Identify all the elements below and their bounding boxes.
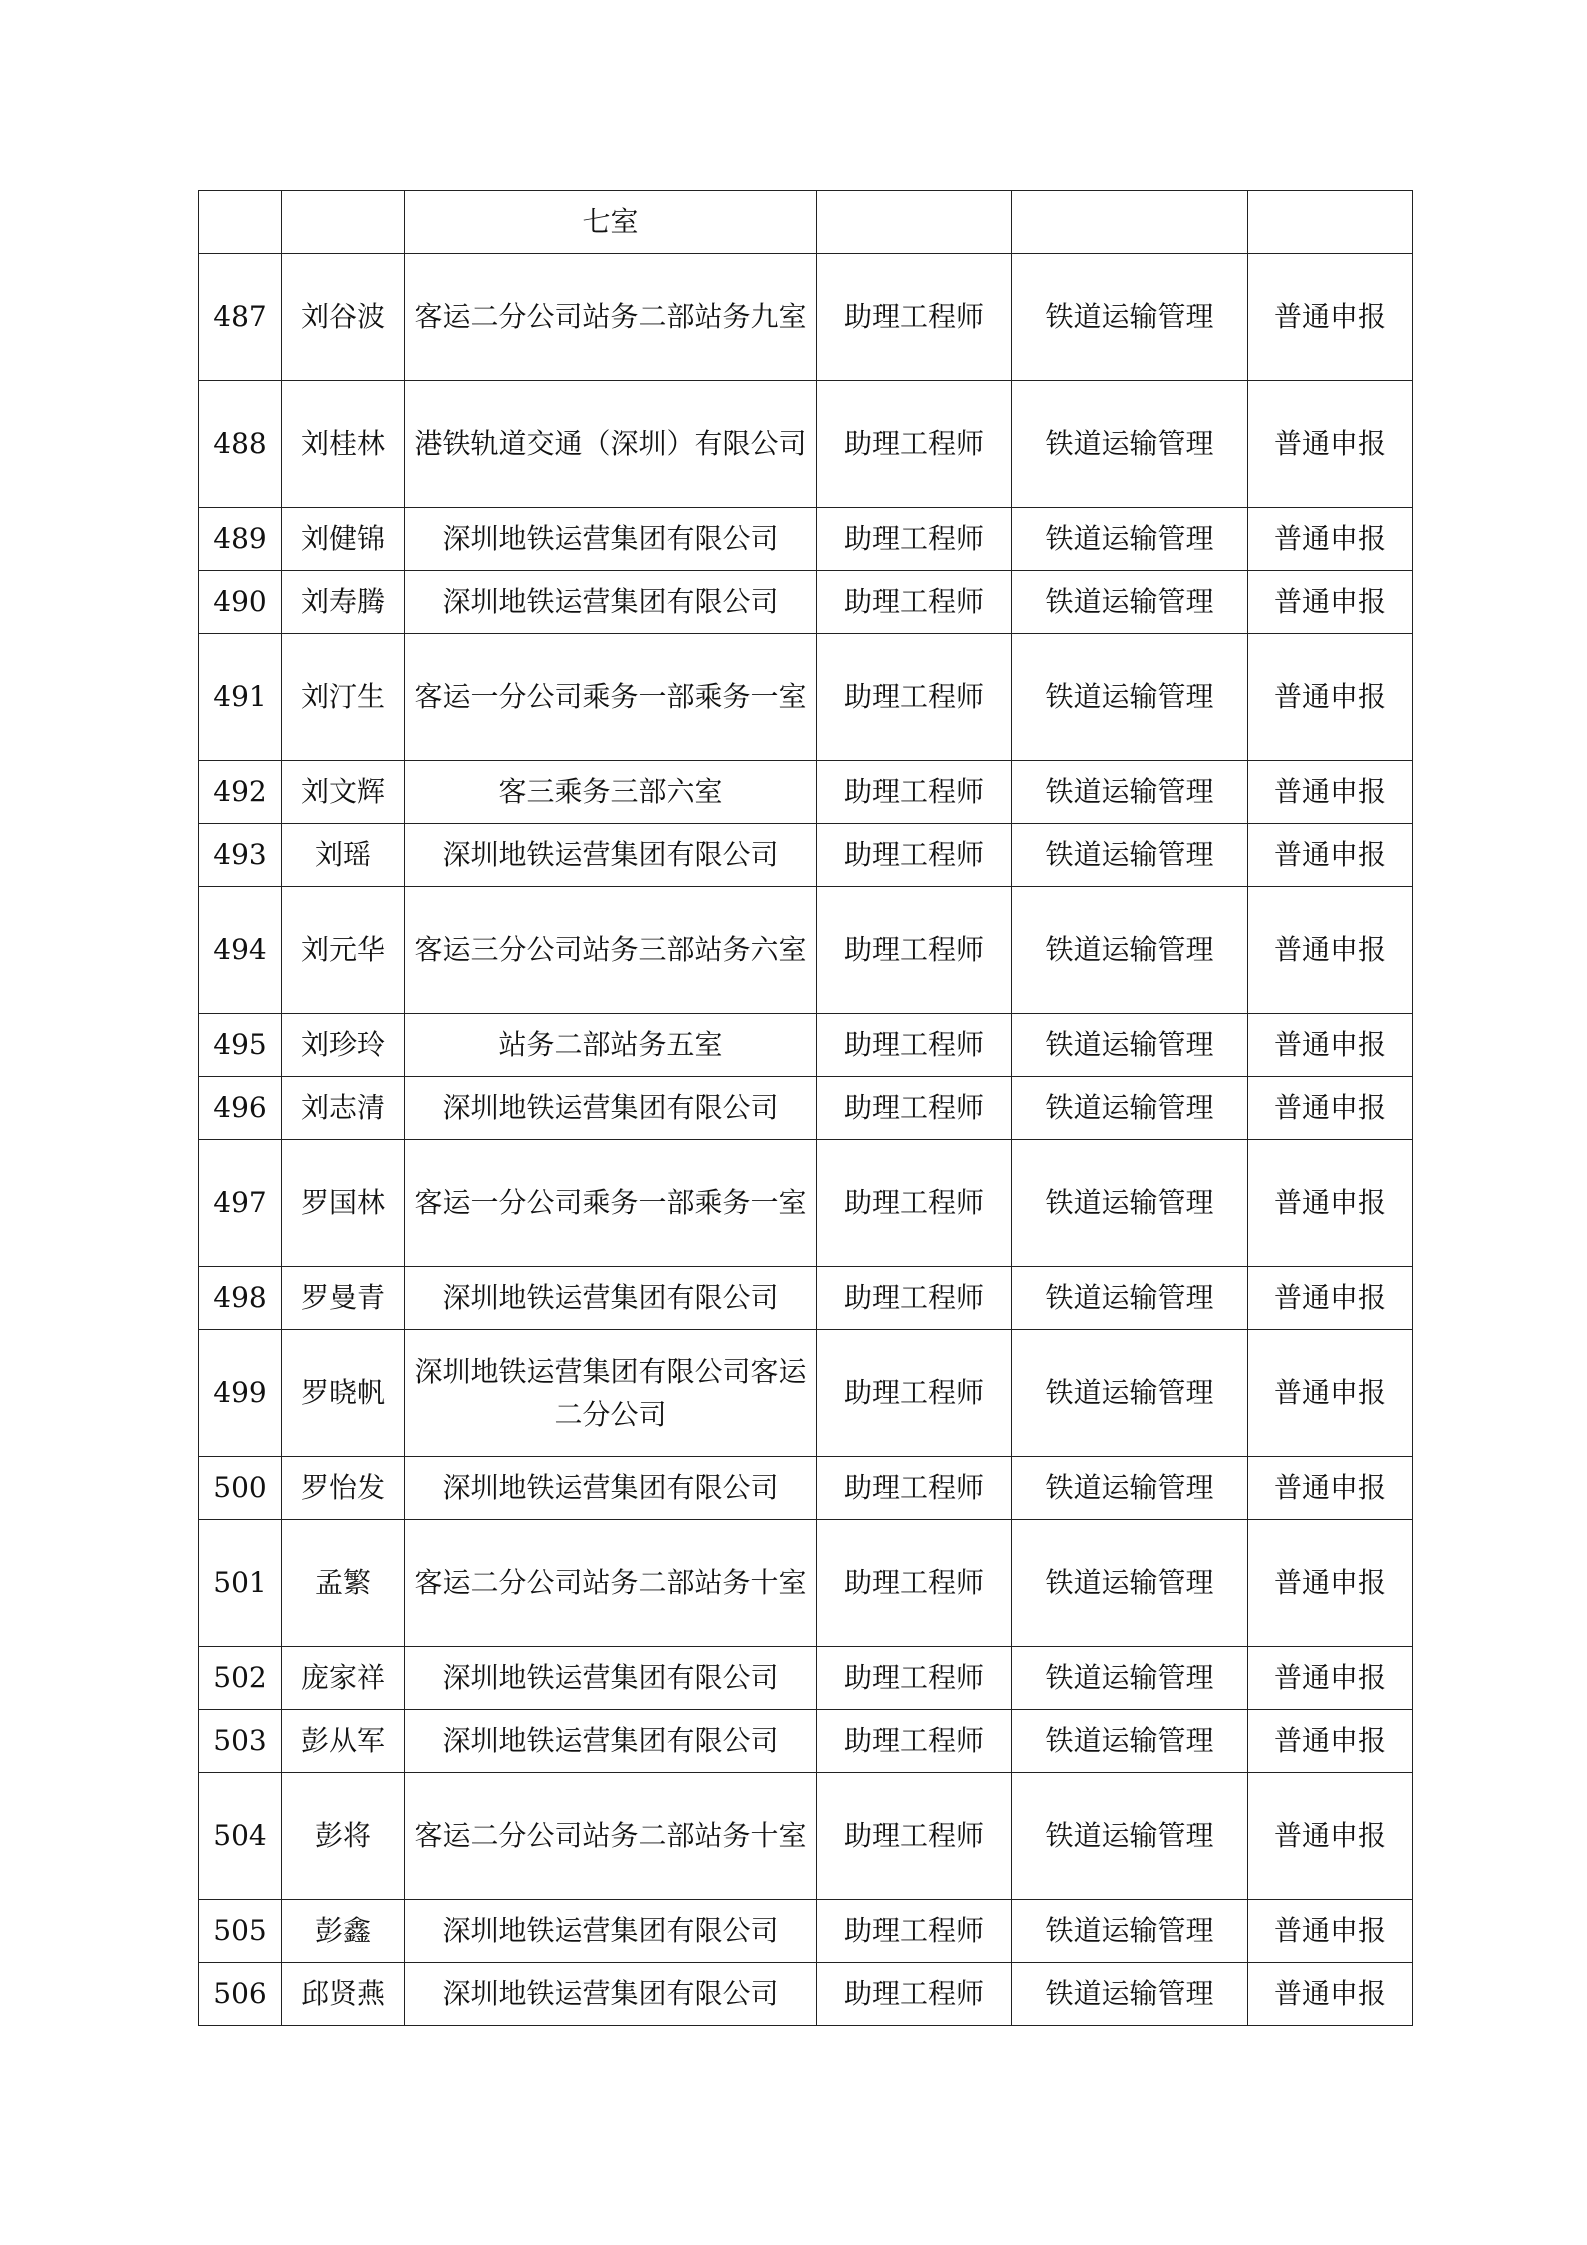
cell-title: 助理工程师 — [817, 1267, 1012, 1330]
cell-name: 罗曼青 — [282, 1267, 405, 1330]
table-row — [199, 1077, 1413, 1140]
cell-number: 504 — [199, 1773, 282, 1900]
cell-title: 助理工程师 — [817, 1773, 1012, 1900]
cell-major: 铁道运输管理 — [1012, 1647, 1248, 1710]
cell-title: 助理工程师 — [817, 1647, 1012, 1710]
cell-name: 邱贤燕 — [282, 1963, 405, 2026]
cell-unit: 深圳地铁运营集团有限公司 — [405, 1963, 817, 2026]
cell-unit: 客运三分公司站务三部站务六室 — [405, 887, 817, 1014]
cell-major: 铁道运输管理 — [1012, 1330, 1248, 1457]
cell-unit: 深圳地铁运营集团有限公司 — [405, 571, 817, 634]
cell-major: 铁道运输管理 — [1012, 254, 1248, 381]
cell-title: 助理工程师 — [817, 381, 1012, 508]
cell-unit: 客运二分公司站务二部站务九室 — [405, 254, 817, 381]
cell-title: 助理工程师 — [817, 1077, 1012, 1140]
cell-unit: 深圳地铁运营集团有限公司 — [405, 508, 817, 571]
cell-major: 铁道运输管理 — [1012, 1963, 1248, 2026]
table-row — [199, 508, 1413, 571]
cell-title: 助理工程师 — [817, 1963, 1012, 2026]
cell-type: 普通申报 — [1248, 1330, 1413, 1457]
cell-major: 铁道运输管理 — [1012, 634, 1248, 761]
cell-title: 助理工程师 — [817, 761, 1012, 824]
cell-unit: 七室 — [405, 191, 817, 254]
table-row — [199, 254, 1413, 381]
table-row — [199, 824, 1413, 887]
table-row — [199, 1520, 1413, 1647]
table-row — [199, 1900, 1413, 1963]
cell-title: 助理工程师 — [817, 1014, 1012, 1077]
cell-name: 刘瑶 — [282, 824, 405, 887]
cell-type: 普通申报 — [1248, 1520, 1413, 1647]
cell-number: 501 — [199, 1520, 282, 1647]
table-row — [199, 1710, 1413, 1773]
cell-major: 铁道运输管理 — [1012, 1140, 1248, 1267]
cell-title: 助理工程师 — [817, 1520, 1012, 1647]
cell-title: 助理工程师 — [817, 824, 1012, 887]
cell-unit: 客运一分公司乘务一部乘务一室 — [405, 1140, 817, 1267]
cell-type: 普通申报 — [1248, 1267, 1413, 1330]
table-row — [199, 1267, 1413, 1330]
table-row — [199, 191, 1413, 254]
table-row — [199, 571, 1413, 634]
cell-title: 助理工程师 — [817, 887, 1012, 1014]
cell-name: 刘汀生 — [282, 634, 405, 761]
cell-major: 铁道运输管理 — [1012, 1457, 1248, 1520]
cell-major: 铁道运输管理 — [1012, 381, 1248, 508]
cell-name: 刘志清 — [282, 1077, 405, 1140]
cell-unit: 深圳地铁运营集团有限公司 — [405, 824, 817, 887]
cell-unit: 深圳地铁运营集团有限公司 — [405, 1457, 817, 1520]
cell-name: 罗国林 — [282, 1140, 405, 1267]
table-row — [199, 1647, 1413, 1710]
cell-name: 刘谷波 — [282, 254, 405, 381]
table-row — [199, 1457, 1413, 1520]
cell-type: 普通申报 — [1248, 1900, 1413, 1963]
table-row — [199, 634, 1413, 761]
cell-unit: 深圳地铁运营集团有限公司客运二分公司 — [405, 1330, 817, 1457]
cell-type — [1248, 191, 1413, 254]
cell-name: 孟繁 — [282, 1520, 405, 1647]
cell-number: 487 — [199, 254, 282, 381]
cell-number: 505 — [199, 1900, 282, 1963]
cell-number: 497 — [199, 1140, 282, 1267]
cell-unit: 深圳地铁运营集团有限公司 — [405, 1647, 817, 1710]
cell-unit: 客运一分公司乘务一部乘务一室 — [405, 634, 817, 761]
cell-type: 普通申报 — [1248, 571, 1413, 634]
cell-type: 普通申报 — [1248, 761, 1413, 824]
cell-unit: 深圳地铁运营集团有限公司 — [405, 1710, 817, 1773]
cell-title: 助理工程师 — [817, 1330, 1012, 1457]
cell-unit: 客运二分公司站务二部站务十室 — [405, 1520, 817, 1647]
cell-type: 普通申报 — [1248, 1140, 1413, 1267]
table-row — [199, 1140, 1413, 1267]
cell-major: 铁道运输管理 — [1012, 1267, 1248, 1330]
cell-type: 普通申报 — [1248, 1077, 1413, 1140]
cell-number: 489 — [199, 508, 282, 571]
cell-major: 铁道运输管理 — [1012, 761, 1248, 824]
cell-name: 庞家祥 — [282, 1647, 405, 1710]
cell-type: 普通申报 — [1248, 1014, 1413, 1077]
roster-table-body — [199, 191, 1413, 2026]
cell-name: 刘珍玲 — [282, 1014, 405, 1077]
cell-major: 铁道运输管理 — [1012, 1014, 1248, 1077]
cell-name: 彭将 — [282, 1773, 405, 1900]
cell-number: 498 — [199, 1267, 282, 1330]
table-row — [199, 1014, 1413, 1077]
cell-major: 铁道运输管理 — [1012, 1520, 1248, 1647]
cell-title: 助理工程师 — [817, 508, 1012, 571]
table-row — [199, 1773, 1413, 1900]
cell-type: 普通申报 — [1248, 1647, 1413, 1710]
cell-number: 493 — [199, 824, 282, 887]
cell-title: 助理工程师 — [817, 254, 1012, 381]
cell-type: 普通申报 — [1248, 824, 1413, 887]
cell-name: 刘桂林 — [282, 381, 405, 508]
cell-title: 助理工程师 — [817, 1710, 1012, 1773]
cell-number: 490 — [199, 571, 282, 634]
cell-type: 普通申报 — [1248, 1773, 1413, 1900]
cell-type: 普通申报 — [1248, 634, 1413, 761]
cell-type: 普通申报 — [1248, 1457, 1413, 1520]
cell-name: 刘文辉 — [282, 761, 405, 824]
cell-unit: 港铁轨道交通（深圳）有限公司 — [405, 381, 817, 508]
table-row — [199, 1963, 1413, 2026]
cell-number: 502 — [199, 1647, 282, 1710]
cell-number — [199, 191, 282, 254]
cell-number: 488 — [199, 381, 282, 508]
cell-unit: 站务二部站务五室 — [405, 1014, 817, 1077]
table-row — [199, 1330, 1413, 1457]
cell-type: 普通申报 — [1248, 887, 1413, 1014]
cell-number: 492 — [199, 761, 282, 824]
roster-table — [198, 190, 1413, 2026]
cell-number: 495 — [199, 1014, 282, 1077]
cell-type: 普通申报 — [1248, 1710, 1413, 1773]
cell-major: 铁道运输管理 — [1012, 1077, 1248, 1140]
cell-number: 506 — [199, 1963, 282, 2026]
cell-unit: 客三乘务三部六室 — [405, 761, 817, 824]
cell-major — [1012, 191, 1248, 254]
cell-title — [817, 191, 1012, 254]
table-row — [199, 381, 1413, 508]
cell-name: 刘寿腾 — [282, 571, 405, 634]
cell-type: 普通申报 — [1248, 381, 1413, 508]
cell-major: 铁道运输管理 — [1012, 1900, 1248, 1963]
cell-major: 铁道运输管理 — [1012, 1710, 1248, 1773]
table-row — [199, 887, 1413, 1014]
cell-title: 助理工程师 — [817, 571, 1012, 634]
cell-type: 普通申报 — [1248, 1963, 1413, 2026]
cell-title: 助理工程师 — [817, 1900, 1012, 1963]
cell-unit: 深圳地铁运营集团有限公司 — [405, 1267, 817, 1330]
cell-name: 刘元华 — [282, 887, 405, 1014]
cell-number: 494 — [199, 887, 282, 1014]
cell-name: 罗怡发 — [282, 1457, 405, 1520]
cell-major: 铁道运输管理 — [1012, 1773, 1248, 1900]
cell-name: 刘健锦 — [282, 508, 405, 571]
cell-major: 铁道运输管理 — [1012, 571, 1248, 634]
cell-unit: 深圳地铁运营集团有限公司 — [405, 1900, 817, 1963]
cell-number: 496 — [199, 1077, 282, 1140]
cell-name: 彭鑫 — [282, 1900, 405, 1963]
cell-major: 铁道运输管理 — [1012, 887, 1248, 1014]
cell-title: 助理工程师 — [817, 1457, 1012, 1520]
cell-number: 491 — [199, 634, 282, 761]
cell-title: 助理工程师 — [817, 1140, 1012, 1267]
cell-type: 普通申报 — [1248, 508, 1413, 571]
cell-name: 罗晓帆 — [282, 1330, 405, 1457]
cell-major: 铁道运输管理 — [1012, 824, 1248, 887]
cell-number: 500 — [199, 1457, 282, 1520]
cell-number: 503 — [199, 1710, 282, 1773]
cell-title: 助理工程师 — [817, 634, 1012, 761]
cell-type: 普通申报 — [1248, 254, 1413, 381]
cell-major: 铁道运输管理 — [1012, 508, 1248, 571]
cell-unit: 客运二分公司站务二部站务十室 — [405, 1773, 817, 1900]
table-row — [199, 761, 1413, 824]
cell-unit: 深圳地铁运营集团有限公司 — [405, 1077, 817, 1140]
cell-name: 彭从军 — [282, 1710, 405, 1773]
cell-number: 499 — [199, 1330, 282, 1457]
cell-name — [282, 191, 405, 254]
